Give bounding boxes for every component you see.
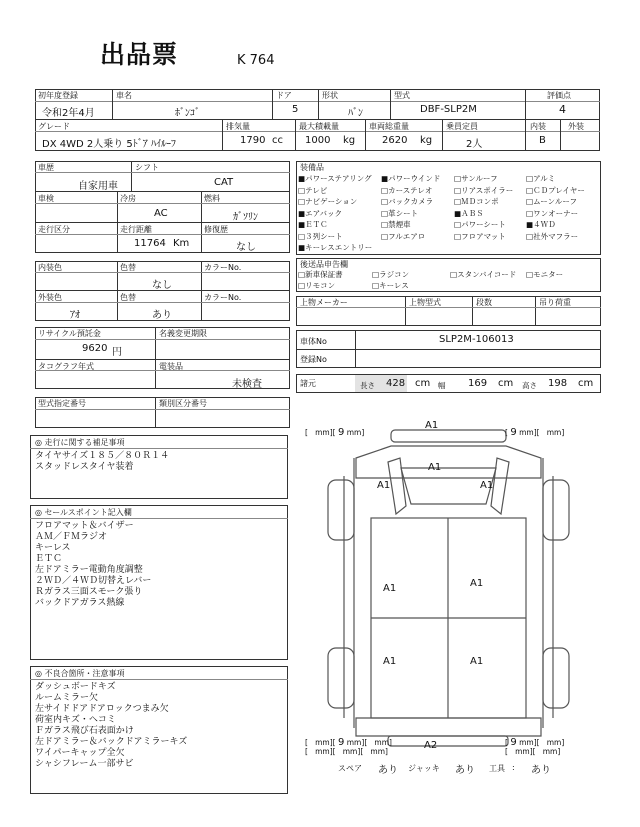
damage-mark-right-mid: A1	[470, 578, 484, 589]
interior-value: B	[539, 135, 546, 146]
ext-color-label: 外装色	[38, 293, 62, 302]
equipment-item: □禁煙車	[381, 220, 411, 229]
spare-label: スペア	[338, 764, 362, 773]
equipment-item: □３列シート	[298, 231, 343, 241]
displacement-unit: cc	[272, 135, 283, 146]
supplement-title: ◎ 走行に関する補足事項	[35, 438, 125, 447]
rear-left-wheel	[328, 648, 354, 708]
car-name-label: 車名	[116, 91, 132, 100]
capacity-value: 2人	[466, 139, 483, 150]
body-type-label: 形状	[322, 91, 338, 100]
int-color-value: なし	[152, 280, 172, 291]
capacity-label: 乗員定員	[446, 122, 478, 131]
equipment-item: □ムーンルーフ	[526, 197, 577, 206]
cargo-model-label: 上物型式	[409, 298, 441, 307]
first-reg-value: 令和2年4月	[42, 108, 95, 119]
name-change-label: 名義変更期限	[159, 329, 207, 338]
equipment-label: 装備品	[300, 163, 324, 172]
registration-label: 登録No	[300, 355, 327, 364]
recycle-fee-value: 9620	[82, 343, 108, 354]
electrical-value: 未検査	[232, 379, 262, 390]
body-type-value: ﾊﾞﾝ	[348, 108, 363, 119]
recycle-fee-unit: 円	[112, 347, 122, 358]
equipment-item: □ナビゲーション	[298, 197, 358, 206]
model-type-value: DBF-SLP2M	[420, 104, 477, 115]
rear-right-wheel	[543, 648, 569, 708]
tread-rl-2: [ mm][ mm][ mm]	[305, 747, 388, 756]
electrical-label: 電装品	[159, 362, 183, 371]
sales-line-2: ＡＭ／ＦＭラジオ	[35, 532, 108, 542]
documents-label: 後送品申告欄	[300, 260, 348, 269]
tools-value: あり	[531, 765, 551, 776]
front-left-mirror	[388, 458, 406, 514]
equipment-item: ■キーレスエントリー	[298, 243, 373, 252]
equipment-item: □革シート	[381, 208, 419, 218]
tread-rr: [ 9 mm][ mm]	[505, 737, 565, 748]
gross-weight-label: 車両総重量	[369, 122, 409, 131]
vtype-label: 車検	[38, 194, 54, 203]
length-unit: cm	[415, 378, 431, 389]
int-color-code-label: カラーNo.	[204, 263, 242, 272]
tools-colon: :	[512, 763, 515, 772]
length-value: 428	[386, 378, 406, 389]
damage-mark-left-front: A1	[377, 480, 391, 491]
sales-line-3: キーレス	[35, 543, 71, 553]
fuel-label: 燃料	[204, 194, 220, 203]
tread-rl: [ mm][ 9 mm][ mm]	[305, 737, 392, 748]
equipment-item: □社外マフラー	[526, 231, 579, 241]
width-unit: cm	[498, 378, 514, 389]
equipment-item: □カーステレオ	[381, 185, 433, 195]
equipment-item: □アルミ	[526, 174, 556, 183]
defect-line-7: ワイパーキャップ全欠	[35, 748, 125, 758]
document-item: □新車保証書	[298, 270, 343, 279]
ac-label: 冷房	[120, 194, 136, 203]
sales-line-7: Ｒガラス三面スモーク張り	[35, 587, 143, 597]
damage-mark-rear-bumper: A2	[424, 740, 438, 751]
defect-line-4: 荷室内キズ・ヘコミ	[35, 715, 116, 725]
defects-title: ◎ 不良合箇所・注意事項	[35, 669, 125, 678]
recycle-fee-label: リサイクル預託金	[38, 329, 101, 338]
class-number-label: 類別区分番号	[159, 399, 207, 408]
doors-label: ドア	[276, 91, 292, 100]
front-left-wheel	[328, 480, 354, 540]
first-reg-label: 初年度登録	[38, 91, 78, 100]
supplement-line-1: タイヤサイズ１８５／８０Ｒ１４	[35, 451, 170, 461]
right-side	[543, 458, 553, 728]
defect-line-5: Ｆガラス飛び石表面かけ	[35, 726, 134, 736]
height-label: 高さ	[522, 381, 537, 390]
width-value: 169	[468, 378, 488, 389]
shift-label: シフト	[135, 163, 159, 172]
ac-value: AC	[154, 208, 168, 219]
doors-value: 5	[292, 104, 299, 115]
equipment-item: □フロアマット	[454, 231, 506, 241]
equipment-item: □ワンオーナー	[526, 208, 579, 218]
jack-value: あり	[455, 765, 475, 776]
defect-line-3: 左サイドドアドアロックつまみ欠	[35, 704, 169, 714]
equipment-item: □バックカメラ	[381, 197, 434, 206]
length-label: 長さ	[360, 381, 375, 390]
front-bumper	[391, 430, 506, 442]
document-item: □リモコン	[298, 281, 336, 290]
sales-line-5: 左ドアミラー電動角度調整	[35, 565, 143, 575]
sales-line-1: フロアマット＆バイザー	[35, 521, 134, 531]
equipment-item: □ＣＤプレイヤー	[526, 185, 585, 195]
max-load-unit: kg	[343, 135, 356, 146]
cargo-lift-label: 吊り荷重	[539, 298, 571, 307]
score-value: 4	[559, 103, 566, 116]
rear-door	[356, 718, 541, 736]
sales-line-4: ＥＴＣ	[35, 554, 63, 564]
model-type-label: 型式	[394, 91, 410, 100]
displacement-value: 1790	[240, 135, 266, 146]
exterior-label: 外装	[568, 122, 584, 131]
left-side	[344, 458, 354, 728]
mileage-unit: Km	[173, 238, 190, 249]
ext-color-code-label: カラーNo.	[204, 293, 242, 302]
equipment-item: ■パワーウインド	[381, 174, 441, 183]
document-item: □ラジコン	[372, 270, 410, 279]
tread-fl: [ mm][ 9 mm]	[305, 427, 365, 438]
car-damage-diagram	[296, 418, 601, 763]
repair-value: なし	[236, 242, 256, 253]
equipment-item: □パワーシート	[454, 220, 506, 229]
equipment-item: □ＭＤコンポ	[454, 197, 499, 206]
gross-weight-value: 2620	[382, 135, 408, 146]
document-item: □スタンバイコード	[450, 270, 517, 279]
fuel-value: ｶﾞｿﾘﾝ	[233, 212, 258, 223]
spare-value: あり	[378, 765, 398, 776]
defect-line-6: 左ドアミラー＆バックドアミラーキズ	[35, 737, 188, 747]
shift-value: CAT	[214, 177, 234, 188]
front-right-mirror	[491, 458, 509, 514]
damage-mark-right-front: A1	[480, 480, 494, 491]
front-hood	[356, 446, 541, 478]
int-color-no-label: 色替	[120, 263, 136, 272]
displacement-label: 排気量	[226, 122, 250, 131]
equipment-item: ■４ＷＤ	[526, 220, 556, 229]
page-title: 出品票	[100, 40, 179, 69]
equipment-item: □サンルーフ	[454, 174, 498, 183]
defect-line-2: ルームミラー欠	[35, 693, 99, 703]
damage-mark-left-mid: A1	[383, 583, 397, 594]
lot-number: K 764	[237, 53, 275, 68]
repair-label: 修復歴	[204, 225, 228, 234]
ext-color-no-label: 色替	[120, 293, 136, 302]
width-label: 幅	[438, 381, 446, 390]
tacho-label: タコグラフ年式	[38, 362, 94, 371]
equipment-item: ■パワーステアリング	[298, 174, 372, 183]
chassis-label: 車体No	[300, 337, 327, 346]
damage-mark-left-rear: A1	[383, 656, 397, 667]
equipment-item: ■エアバック	[298, 208, 342, 218]
specs-label: 諸元	[300, 379, 316, 388]
cargo-maker-label: 上物メーカー	[300, 298, 348, 307]
sales-line-6: ２ＷＤ／４ＷＤ切替えレバー	[35, 576, 152, 586]
cargo-steps-label: 段数	[476, 298, 492, 307]
interior-label: 内装	[530, 122, 546, 131]
mileage-value: 11764	[134, 238, 166, 249]
rear-bumper	[388, 736, 508, 746]
ext-repaint-value: あり	[152, 310, 172, 321]
equipment-item: ■ＡＢＳ	[454, 208, 484, 218]
sales-line-8: バックドアガラス熱線	[35, 598, 125, 608]
max-load-value: 1000	[305, 135, 331, 146]
drive-class-label: 走行区分	[38, 225, 70, 234]
grade-label: グレード	[38, 122, 70, 131]
ext-color-value: ｱｵ	[70, 310, 80, 321]
document-item: □モニター	[526, 270, 564, 279]
equipment-item: ■ＥＴＣ	[298, 220, 328, 229]
supplement-line-2: スタッドレスタイヤ装着	[35, 462, 134, 472]
tread-rr-2: [ mm][ mm]	[505, 747, 561, 756]
height-value: 198	[548, 378, 568, 389]
defect-line-8: シャシフレーム一部サビ	[35, 759, 134, 769]
car-name-value: ﾎﾞﾝｺﾞ	[175, 108, 200, 119]
score-label: 評価点	[547, 91, 571, 100]
int-color-label: 内装色	[38, 263, 62, 272]
mileage-label: 走行距離	[120, 225, 152, 234]
grade-value: DX 4WD 2人乗り 5ﾄﾞｱ ﾊｲﾙｰﾌ	[42, 139, 176, 150]
damage-mark-right-rear: A1	[470, 656, 484, 667]
usage-value: 自家用車	[78, 181, 118, 192]
gross-weight-unit: kg	[420, 135, 433, 146]
equipment-item: □リアスポイラー	[454, 185, 514, 195]
tools-label: 工具	[489, 764, 505, 773]
sales-title: ◎ セールスポイント記入欄	[35, 508, 132, 517]
model-designation-label: 型式指定番号	[38, 399, 86, 408]
equipment-item: □フルエアロ	[381, 231, 426, 241]
usage-label: 車歴	[38, 163, 54, 172]
front-right-wheel	[543, 480, 569, 540]
max-load-label: 最大積載量	[299, 122, 339, 131]
damage-mark-windshield: A1	[428, 462, 442, 473]
equipment-item: □テレビ	[298, 185, 328, 195]
jack-label: ジャッキ	[408, 764, 440, 773]
height-unit: cm	[578, 378, 594, 389]
defect-line-1: ダッシュボードキズ	[35, 682, 116, 692]
damage-mark-front-bumper: A1	[425, 420, 439, 431]
tread-fr: [ 9 mm][ mm]	[505, 427, 565, 438]
chassis-value: SLP2M-106013	[439, 334, 514, 345]
document-item: □キーレス	[372, 281, 409, 290]
